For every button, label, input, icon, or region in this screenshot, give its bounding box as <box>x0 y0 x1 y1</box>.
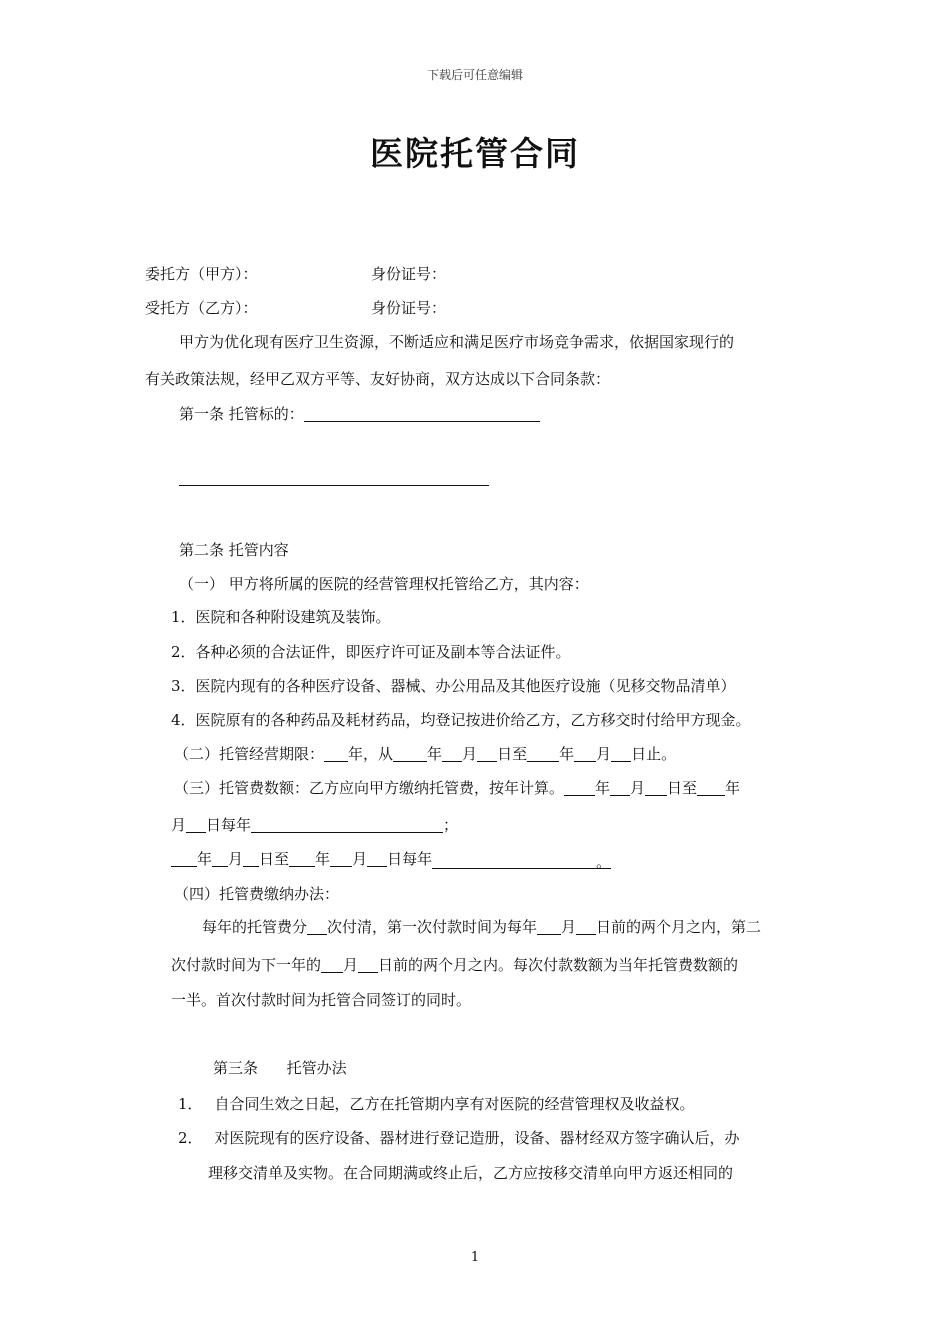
article-2-sub-1: （一） 甲方将所属的医院的经营管理权托管给乙方，其内容： <box>179 575 589 593</box>
agent-label: 受托方（乙方）： <box>145 299 258 317</box>
payment-heading: （四）托管费缴纳办法： <box>174 885 340 903</box>
client-label: 委托方（甲方）： <box>145 265 258 283</box>
document-title: 医院托管合同 <box>370 134 580 173</box>
list-item: 2． 对医院现有的医疗设备、器材进行登记造册，设备、器材经双方签字确认后，办 <box>178 1129 740 1147</box>
payment-line-1: 每年的托管费分 次付清，第一次付款时间为每年 月 日前的两个月之内，第二 <box>202 918 762 936</box>
article-3-heading: 第三条 托管办法 <box>213 1059 347 1077</box>
article-1-label: 第一条 托管标的： <box>179 405 304 423</box>
list-item: 1． 自合同生效之日起，乙方在托管期内享有对医院的经营管理权及收益权。 <box>178 1095 695 1113</box>
subject-blank <box>304 405 540 422</box>
fee-line-1: （三）托管费数额：乙方应向甲方缴纳托管费，按年计算。 年 月 日至 年 <box>174 779 741 797</box>
list-item: 4．医院原有的各种药品及耗材药品，均登记按进价给乙方，乙方移交时付给甲方现金。 <box>171 711 751 729</box>
list-item-continuation: 理移交清单及实物。在合同期满或终止后，乙方应按移交清单向甲方返还相同的 <box>208 1164 734 1182</box>
fee-line-3: 年 月 日至 年 月 日每年 。 <box>171 849 611 869</box>
intro-line-2: 有关政策法规，经甲乙双方平等、友好协商，双方达成以下合同条款： <box>145 370 611 388</box>
header-note: 下载后可任意编辑 <box>426 68 523 82</box>
subject-blank-line-2 <box>179 485 489 486</box>
fee-line-2: 月 日每年 ； <box>171 816 459 834</box>
intro-line-1: 甲方为优化现有医疗卫生资源，不断适应和满足医疗市场竞争需求，依据国家现行的 <box>179 333 735 351</box>
payment-line-3: 一半。首次付款时间为托管合同签订的同时。 <box>171 991 472 1009</box>
term-line: （二）托管经营期限： 年，从 年 月 日至 年 月 日止。 <box>174 745 677 763</box>
list-item: 1．医院和各种附设建筑及装饰。 <box>171 608 391 626</box>
list-item: 2．各种必须的合法证件，即医疗许可证及副本等合法证件。 <box>171 643 571 661</box>
payment-line-2: 次付款时间为下一年的 月 日前的两个月之内。每次付款数额为当年托管费数额的 <box>171 956 739 974</box>
agent-id-label: 身份证号： <box>371 299 447 317</box>
page-number: 1 <box>470 1250 480 1265</box>
article-2-heading: 第二条 托管内容 <box>179 541 289 559</box>
list-item: 3．医院内现有的各种医疗设备、器械、办公用品及其他医疗设施（见移交物品清单） <box>171 677 736 695</box>
client-id-label: 身份证号： <box>371 265 447 283</box>
article-1-line <box>179 404 540 424</box>
